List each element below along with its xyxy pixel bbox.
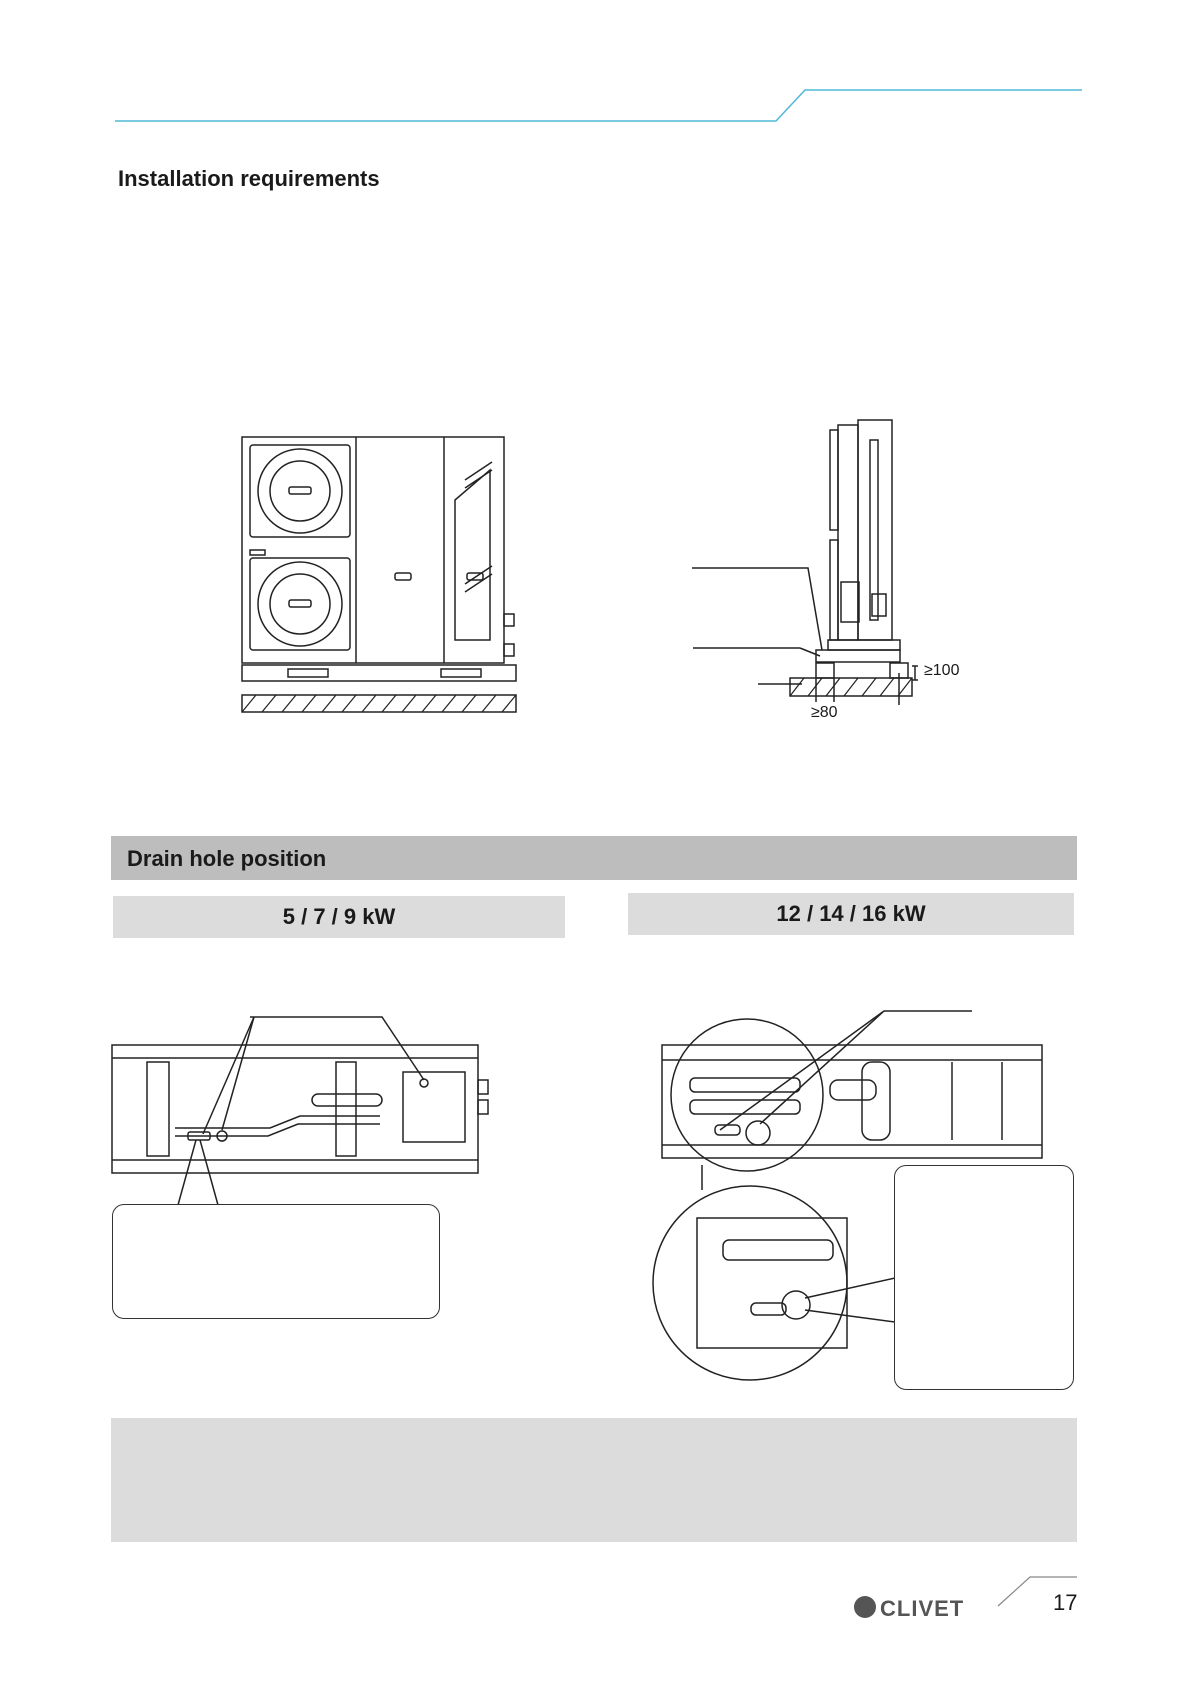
- brand-logo: CLIVET: [880, 1596, 965, 1621]
- page-title: Installation requirements: [118, 166, 380, 191]
- dimension-min-80: ≥80: [811, 704, 838, 721]
- dimension-min-100: ≥100: [924, 662, 960, 679]
- model-label-left: 5 / 7 / 9 kW: [113, 896, 565, 938]
- model-label-right: 12 / 14 / 16 kW: [628, 893, 1074, 935]
- clivet-logo-icon: [854, 1596, 876, 1618]
- drain-section-title: Drain hole position: [127, 846, 327, 871]
- page-number: 17: [1053, 1590, 1078, 1615]
